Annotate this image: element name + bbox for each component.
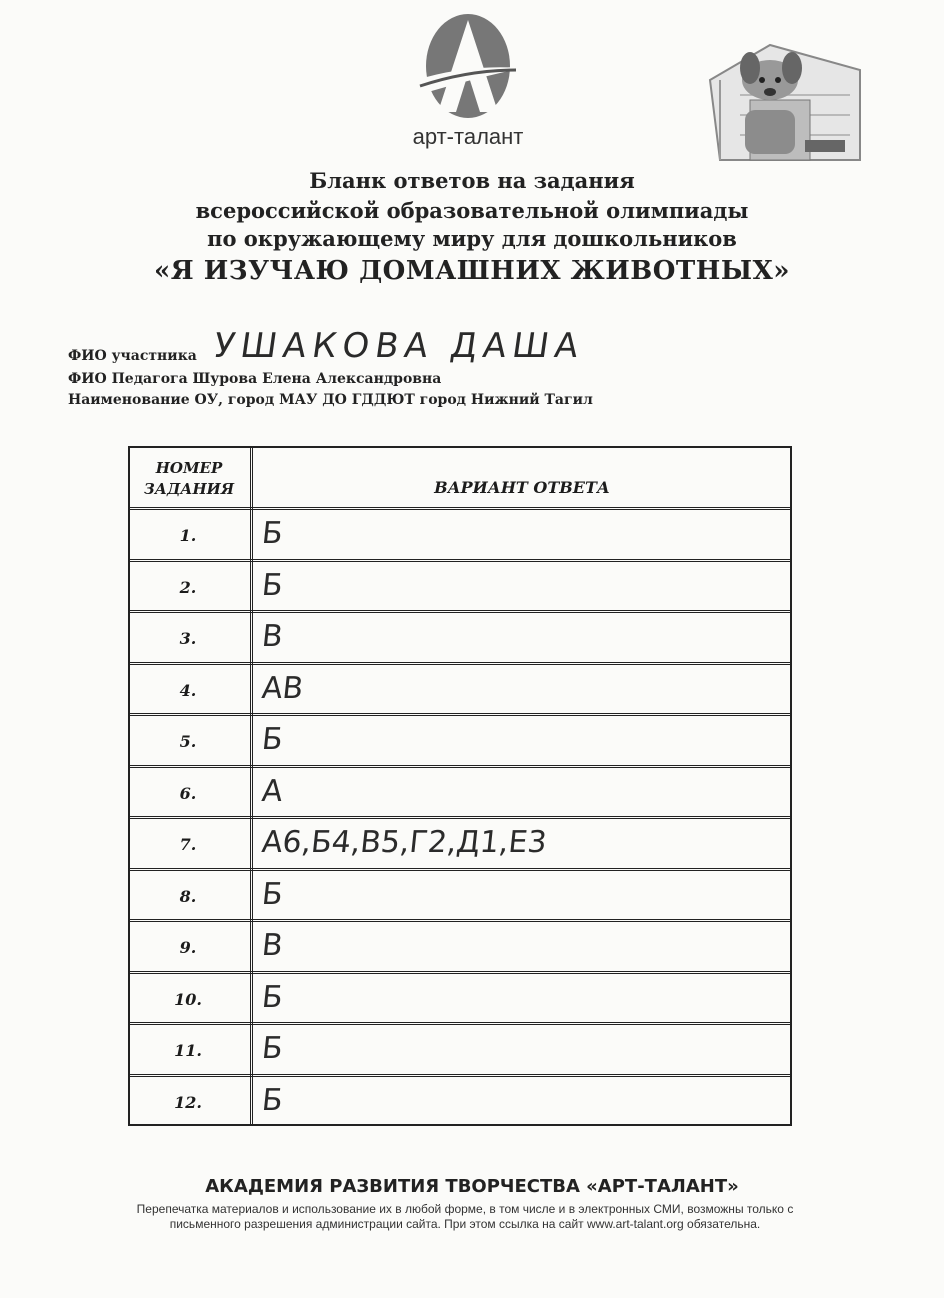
table-row xyxy=(130,1077,790,1129)
task-number: 7. xyxy=(179,835,197,854)
school-line: Наименование ОУ, город МАУ ДО ГДДЮТ город Нижний Тагил xyxy=(68,392,593,408)
art-talant-logo-icon xyxy=(398,8,538,138)
answer-table xyxy=(128,446,792,1126)
table-row xyxy=(130,871,790,923)
task-number: 2. xyxy=(179,577,197,597)
table-row xyxy=(130,613,790,665)
form-title-line-1: Бланк ответов на задания xyxy=(309,168,635,193)
table-row xyxy=(130,1025,790,1077)
handwritten-answer: Б xyxy=(260,722,285,757)
task-number: 11. xyxy=(174,1041,202,1060)
table-row xyxy=(130,819,790,871)
handwritten-answer: Б xyxy=(260,876,285,912)
footer-academy-title: АКАДЕМИЯ РАЗВИТИЯ ТВОРЧЕСТВА «АРТ-ТАЛАНТ» xyxy=(205,1176,739,1197)
handwritten-answer: В xyxy=(260,928,285,963)
task-number: 10. xyxy=(174,989,202,1009)
table-row xyxy=(130,510,790,562)
table-row xyxy=(130,922,790,974)
task-number: 12. xyxy=(174,1092,202,1112)
handwritten-answer: Б xyxy=(260,979,285,1015)
handwritten-answer: Б xyxy=(260,567,285,603)
handwritten-answer: Б xyxy=(260,1031,285,1066)
handwritten-answer: АВ xyxy=(260,670,305,706)
participant-handwritten-name: УШАКОВА ДАША xyxy=(211,326,587,366)
participant-label: ФИО участника xyxy=(68,348,197,364)
table-row xyxy=(130,974,790,1026)
logo-text: арт-талант xyxy=(412,124,524,149)
form-title-line-3: по окружающему миру для дошкольников xyxy=(207,226,737,251)
handwritten-answer: В xyxy=(260,619,285,654)
table-row xyxy=(130,768,790,820)
header-answer: ВАРИАНТ ОТВЕТА xyxy=(434,478,610,497)
table-row xyxy=(130,665,790,717)
task-number: 4. xyxy=(179,680,197,700)
handwritten-answer: А6,Б4,В5,Г2,Д1,Е3 xyxy=(260,825,549,860)
form-title-line-2: всероссийской образовательной олимпиады xyxy=(195,198,749,223)
table-row xyxy=(130,716,790,768)
task-number: 1. xyxy=(179,526,197,545)
footer-copyright-note: Перепечатка материалов и использование их в любой форме, в том числе и в электронных СМИ, возможны только с письменного разрешения администрации сайта. При этом ссылка на сайт www.art-talant.org обязательна. xyxy=(136,1202,794,1231)
task-number: 8. xyxy=(179,886,197,906)
handwritten-answer: А xyxy=(260,773,285,809)
table-row xyxy=(130,562,790,614)
task-number: 6. xyxy=(179,783,197,803)
header-task-number: НОМЕР ЗАДАНИЯ xyxy=(143,459,235,498)
dog-kennel-illustration-icon xyxy=(700,40,870,165)
task-number: 9. xyxy=(179,938,197,957)
teacher-line: ФИО Педагога Шурова Елена Александровна xyxy=(68,371,442,387)
handwritten-answer: Б xyxy=(260,516,285,551)
task-number: 3. xyxy=(179,629,197,648)
handwritten-answer: Б xyxy=(260,1082,285,1118)
olympiad-name: «Я ИЗУЧАЮ ДОМАШНИХ ЖИВОТНЫХ» xyxy=(153,256,790,286)
task-number: 5. xyxy=(179,732,197,751)
table-header-row xyxy=(130,448,790,510)
